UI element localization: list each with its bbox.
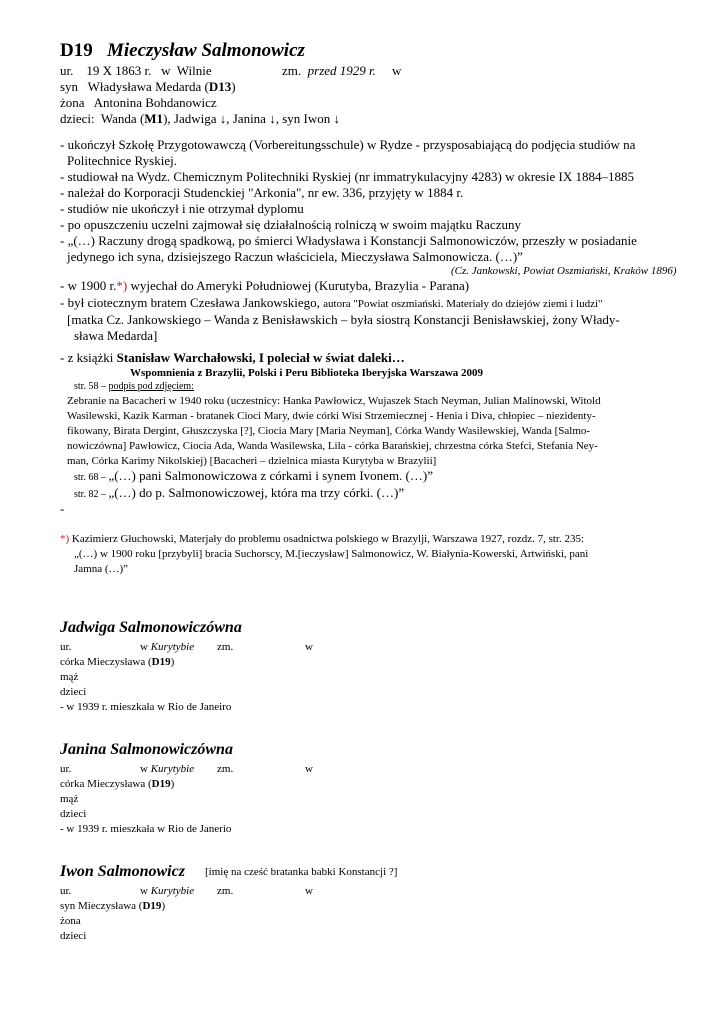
bio-line-11 [60,295,603,311]
footnote-line-3: Jamna (…)” [74,563,129,575]
iwon-children: dzieci [60,930,87,942]
iwon-title: Iwon Salmonowicz [60,863,185,880]
bio-line-1: - ukończył Szkołę Przygotowawczą (Vorbereitungsschule) w Rydze - przysposabiającą do podjęcia studiów na [60,137,636,152]
bio-line-6: - po opuszczeniu uczelni zajmował się działalnością rolniczą w swoim majątku Raczuny [60,217,521,232]
janina-w: w [140,763,148,775]
book-caption-5: man, Córka Karimy Nikolskiej) [Bacacheri – dzielnica miasta Kurytyba w Brazylii] [67,455,437,467]
page-ref-68: str. 68 – [74,472,109,483]
iwon-close: ) [161,900,166,912]
janina-died-label: zm. [217,763,234,775]
bio-line-3: - studiował na Wydz. Chemicznym Politechniki Ryskiej (nr immatrykulacyjny 4283) w okresie IX 1884–1885 [60,169,634,184]
children-label: dzieci: [60,111,95,126]
janina-spouse: mąż [60,793,79,805]
jadwiga-daughter-of: córka Mieczysława ( [60,656,152,668]
bio-emigration-text: wyjechał do Ameryki Południowej (Kurutyba, Brazylia - Parana) [127,278,470,293]
janina-children: dzieci [60,808,87,820]
iwon-born-label: ur. [60,885,72,897]
bio-line-12: [matka Cz. Jankowskiego – Wanda z Benisławskich – była siostrą Konstancji Benisławskiej, żony Włady- [67,312,620,327]
jadwiga-title: Jadwiga Salmonowiczówna [60,619,242,636]
photo-caption-label: podpis pod zdjęciem: [108,381,194,392]
bio-cousin-text: - był ciotecznym bratem Czesława Jankowskiego, [60,295,324,310]
bio-line-2: Politechnice Ryskiej. [67,153,177,168]
iwon-spouse: żona [60,915,81,927]
jadwiga-born-place [140,640,194,654]
bio-author-text: autora "Powiat oszmiański. Materiały do dziejów ziemi i ludzi" [323,298,603,310]
janina-title: Janina Salmonowiczówna [60,741,233,758]
children-rest: ), Jadwiga ↓, Janina ↓, syn Iwon ↓ [163,111,340,126]
bio-line-13: sława Medarda] [74,328,158,343]
book-dash: - [60,501,65,516]
janina-daughter-of: córka Mieczysława ( [60,778,152,790]
iwon-w: w [140,885,148,897]
son-of-label: syn [60,79,79,94]
page-title [60,40,305,62]
bio-line-5: - studiów nie ukończył i nie otrzymał dyplomu [60,201,304,216]
died-date: przed 1929 r. [307,63,376,78]
born-date: 19 X 1863 r. [86,63,152,78]
bio-1900-text: - w 1900 r. [60,278,117,293]
page-ref-58: str. 58 – [74,381,109,392]
born-place: Wilnie [176,63,212,78]
father-ref: D13 [208,79,232,94]
book-page-82 [74,485,404,501]
iwon-ref: D19 [142,900,162,912]
page-82-quote: „(…) do p. Salmonowiczowej, która ma trzy córki. (…)” [108,485,405,500]
birth-line [60,63,212,79]
wife-name: Antonina Bohdanowicz [93,95,217,110]
wife-line [60,95,217,111]
janina-note: - w 1939 r. mieszkała w Rio de Janerio [60,823,232,835]
child1-name: Wanda ( [100,111,145,126]
bio-line-8: jedynego ich syna, dzisiejszego Raczun właściciela, Mieczysława Salmonowicza. (…)” [67,249,523,264]
footnote-line-1 [60,532,584,546]
footnote-text: Kazimierz Głuchowski, Materjały do problemu osadnictwa polskiego w Brazylji, Warszawa 1927, rozdz. 7, str. 235: [69,533,585,545]
book-caption-4: nowiczówna] Pawłowicz, Ciocia Ada, Wanda Wasilewska, Lila - córka Barańskiej, chrzestna córka Stefci, Stefania Ney- [67,440,598,452]
footnote-star: *) [60,533,70,545]
book-prefix: - z książki [60,350,117,365]
jadwiga-born-label: ur. [60,641,72,653]
jadwiga-place: Kurytybie [150,641,195,653]
page-68-quote: „(…) pani Salmonowiczowa z córkami i synem Ivonem. (…)” [108,468,433,483]
bio-line-4: - należał do Korporacji Studenckiej "Arkonia", nr ew. 336, przyjęty w 1884 r. [60,185,464,200]
page-ref-82: str. 82 – [74,489,109,500]
jadwiga-ref: D19 [151,656,171,668]
bio-line-7: - „(…) Raczuny drogą spadkową, po śmierci Władysława i Konstancji Salmonowiczów, przeszły w posiadanie [60,233,637,248]
iwon-name-note: [imię na cześć bratanka babki Konstancji ?] [205,866,398,878]
book-subtitle: Wspomnienia z Brazylii, Polski i Peru Biblioteka Iberyjska Warszawa 2009 [130,367,484,379]
iwon-parent [60,899,165,913]
father-name: Władysława Medarda ( [87,79,209,94]
died-label: zm. [282,63,302,78]
book-page-58 [74,380,194,393]
death-line [282,63,376,79]
book-line-1 [60,350,405,366]
janina-born-place [140,762,194,776]
bio-citation: (Cz. Jankowski, Powiat Oszmiański, Kraków 1896) [451,265,677,277]
janina-born-label: ur. [60,763,72,775]
jadwiga-died-label: zm. [217,641,234,653]
person-name: Mieczysław Salmonowicz [106,40,305,61]
iwon-died-w: w [305,885,313,897]
book-caption-2: Wasilewski, Kazik Karman - bratanek Cioci Mary, dwie córki Wisi Strzemiecznej - Henia i Diva, chłopiec – niezidenty- [67,410,596,422]
father-close: ) [231,79,236,94]
born-label: ur. [60,63,74,78]
jadwiga-parent [60,655,174,669]
book-caption-3: fikowany, Birata Dergint, Głuszczyska [?], Ciocia Mary [Maria Neyman], Córka Wandy Wasilewskiej, Wanda [Salmo- [67,425,591,437]
iwon-born-place [140,884,194,898]
jadwiga-died-w: w [305,641,313,653]
book-title: Stanisław Warchałowski, I poleciał w świat daleki… [116,350,405,365]
jadwiga-children: dzieci [60,686,87,698]
janina-close: ) [170,778,175,790]
death-w: w [392,63,402,78]
jadwiga-w: w [140,641,148,653]
janina-place: Kurytybie [150,763,195,775]
janina-died-w: w [305,763,313,775]
jadwiga-close: ) [170,656,175,668]
jadwiga-note: - w 1939 r. mieszkała w Rio de Janeiro [60,701,232,713]
iwon-died-label: zm. [217,885,234,897]
father-line [60,79,236,95]
iwon-place: Kurytybie [150,885,195,897]
children-line [60,111,340,127]
iwon-son-of: syn Mieczysława ( [60,900,143,912]
jadwiga-spouse: mąż [60,671,79,683]
wife-label: żona [60,95,85,110]
bio-line-10 [60,278,469,294]
janina-ref: D19 [151,778,171,790]
born-w: w [161,63,171,78]
janina-parent [60,777,174,791]
child1-ref: M1 [144,111,164,126]
person-code: D19 [60,40,93,61]
book-caption-1: Zebranie na Bacacheri w 1940 roku (uczestnicy: Hanka Pawłowicz, Wujaszek Stach Neyman, Julian Malinowski, Witold [67,395,601,407]
footnote-marker: *) [116,278,128,293]
book-page-68 [74,468,433,484]
footnote-line-2: „(…) w 1900 roku [przybyli] bracia Suchorscy, M.[ieczysław] Salmonowicz, W. Białynia-Kowerski, Artwiński, pani [74,548,589,560]
